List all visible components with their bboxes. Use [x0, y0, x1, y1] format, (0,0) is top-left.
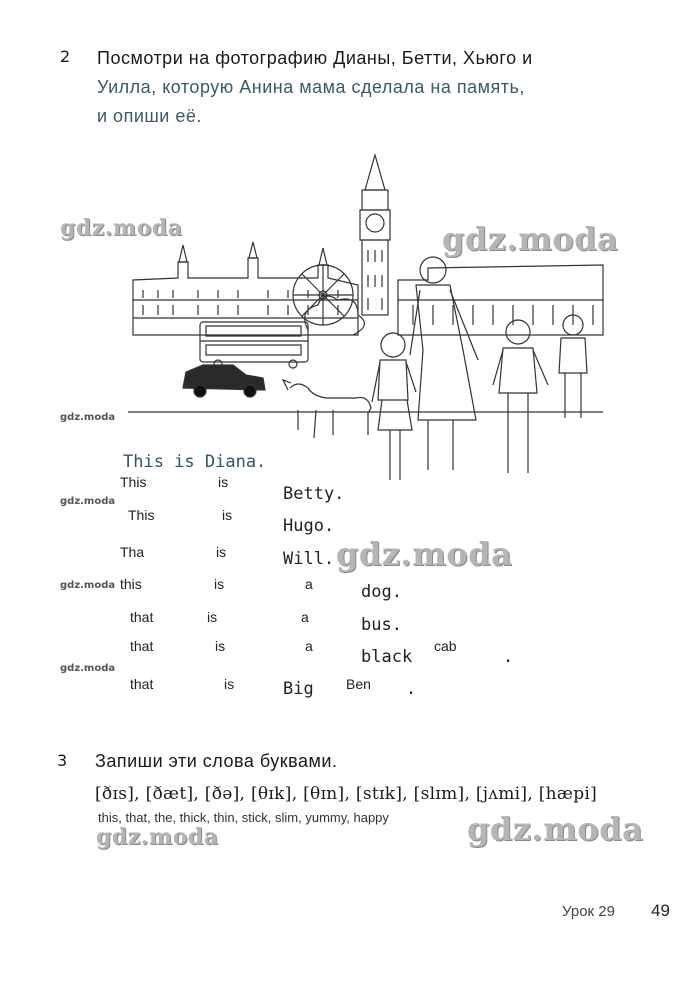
example-sentence: This is Diana.: [123, 452, 267, 472]
row-7-word-b: is: [224, 676, 235, 692]
instruction-line-3: и опиши её.: [97, 106, 202, 126]
dog: [283, 380, 371, 438]
double-decker-bus: [200, 322, 308, 368]
right-building: [398, 265, 603, 335]
task-number: 3: [57, 751, 68, 770]
transcriptions: [ðɪs], [ðæt], [ðə], [θɪk], [θɪn], [stɪk], [slɪm], [jʌmi], [hæpi]: [95, 784, 598, 804]
row-5-word-d: bus.: [361, 615, 402, 635]
row-7-word-c: Big: [283, 679, 314, 699]
watermark: gdz.moda: [60, 215, 183, 241]
boy-will: [559, 315, 587, 418]
row-4-word-b: is: [214, 576, 225, 592]
task-3-answer: this, that, the, thick, thin, stick, slim, yummy, happy: [98, 810, 389, 825]
row-3-word-a: Tha: [120, 544, 145, 560]
london-photo-illustration: [128, 150, 608, 495]
task-number: 2: [60, 47, 71, 66]
row-6-word-e: cab: [434, 638, 457, 654]
row-6-period: .: [503, 647, 514, 667]
row-2-word-c: Hugo.: [283, 516, 335, 536]
boy-hugo: [493, 320, 548, 473]
row-1-word-b: is: [218, 474, 229, 490]
watermark-small: gdz.moda: [60, 496, 116, 507]
parliament-building: [133, 242, 358, 335]
row-4-word-d: dog.: [361, 582, 402, 602]
trees: [305, 296, 365, 335]
girl-betty: [372, 333, 416, 480]
row-3-word-c: Will.: [283, 549, 335, 569]
row-1-word-a: This: [120, 474, 147, 490]
task-3-title: Запиши эти слова буквами.: [95, 751, 338, 771]
watermark: gdz.moda: [96, 824, 219, 850]
row-6-word-a: that: [130, 638, 154, 654]
row-6-word-c: a: [305, 638, 313, 654]
row-7-word-d: Ben: [346, 676, 371, 692]
row-5-word-a: that: [130, 609, 154, 625]
row-7-word-a: that: [130, 676, 154, 692]
london-eye: [293, 265, 353, 325]
row-2-word-b: is: [222, 507, 233, 523]
task-instruction: [97, 44, 637, 131]
row-4-word-c: a: [305, 576, 313, 592]
row-6-word-d: black: [361, 647, 413, 667]
row-2-word-a: This: [128, 507, 155, 523]
black-cab: [183, 365, 265, 397]
instruction-line-1: Посмотри на фотографию Дианы, Бетти, Хьюго и: [97, 48, 533, 68]
row-1-word-c: Betty.: [283, 484, 345, 504]
watermark: gdz.moda: [467, 810, 644, 848]
row-3-word-b: is: [216, 544, 227, 560]
watermark-small: gdz.moda: [60, 663, 116, 674]
row-4-word-a: this: [120, 576, 142, 592]
woman: [410, 257, 478, 470]
lesson-label: Урок 29: [562, 903, 615, 920]
row-5-word-b: is: [207, 609, 218, 625]
row-5-word-c: a: [301, 609, 309, 625]
big-ben-tower: [360, 155, 390, 315]
page-number: 49: [651, 901, 670, 920]
watermark: gdz.moda: [336, 535, 513, 573]
row-6-word-b: is: [215, 638, 226, 654]
row-7-period: .: [406, 679, 417, 699]
watermark: gdz.moda: [442, 220, 619, 258]
instruction-line-2: Уилла, которую Анина мама сделала на память,: [97, 77, 525, 97]
watermark-small: gdz.moda: [60, 412, 116, 423]
watermark-small: gdz.moda: [60, 580, 116, 591]
